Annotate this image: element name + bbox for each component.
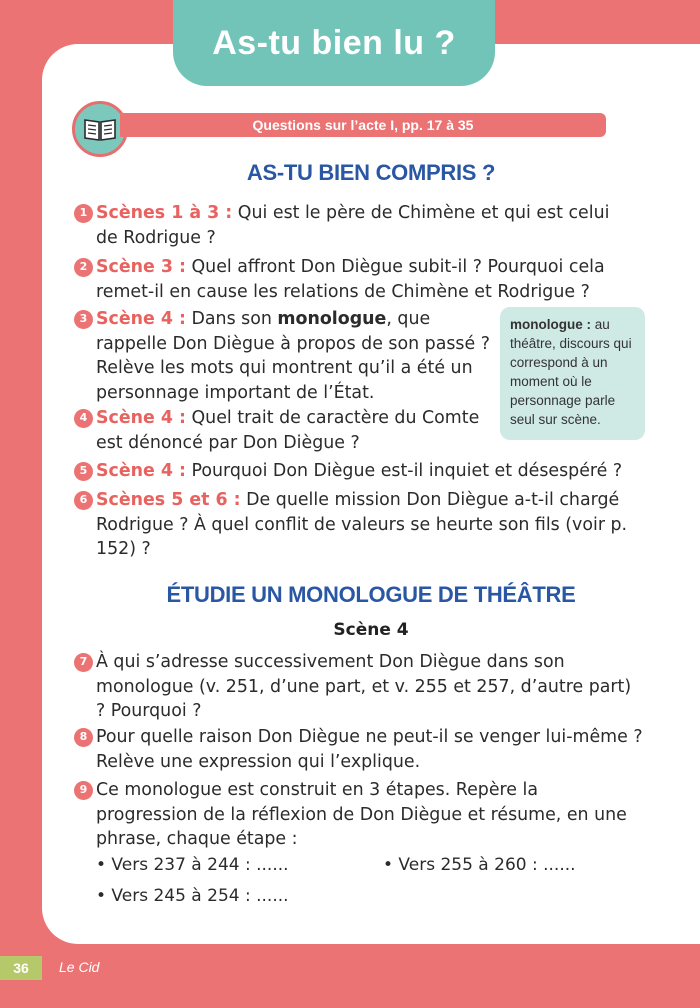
question-text: Ce monologue est construit en 3 étapes. Repère la progression de la réflexion de Don Diègue et résume, en une phrase, chaque étape :: [96, 780, 627, 849]
question-text: , que rappelle Don Diègue à propos de son passé ? Relève les mots qui montrent qu’il a été un personnage important de l’État.: [96, 309, 490, 403]
question-text: À qui s’adresse successivement Don Diègue dans son monologue (v. 251, d’une part, et v. 255 et 257, d’autre part) ? Pourquoi ?: [96, 652, 632, 721]
bullet-item: • Vers 255 à 260 : ......: [383, 855, 576, 875]
question-number: 7: [74, 653, 93, 672]
question-8: [74, 725, 644, 774]
question-text: Pour quelle raison Don Diègue ne peut-il se venger lui-même ? Relève une expression qui l’explique.: [96, 727, 643, 772]
page-number: 36: [0, 956, 42, 980]
question-number: 9: [74, 781, 93, 800]
question-keyword: monologue: [277, 309, 387, 329]
note-definition: au théâtre, discours qui correspond à un moment où le personnage parle seul sur scène.: [510, 317, 632, 427]
question-7: [74, 650, 644, 724]
question-text: Quel affront Don Diègue subit-il ? Pourquoi cela remet-il en cause les relations de Chimène et Rodrigue ?: [96, 257, 605, 302]
question-number: 1: [74, 204, 93, 223]
question-label: Scènes 5 et 6 :: [96, 490, 241, 510]
question-2: [74, 255, 634, 304]
question-1: [74, 201, 634, 250]
section-heading-monologue: ÉTUDIE UN MONOLOGUE DE THÉÂTRE: [166, 582, 576, 607]
question-number: 4: [74, 409, 93, 428]
question-text: De quelle mission Don Diègue a-t-il chargé Rodrigue ? À quel conflit de valeurs se heurte son fils (voir p. 152) ?: [96, 490, 628, 559]
question-text: Pourquoi Don Diègue est-il inquiet et désespéré ?: [185, 461, 623, 481]
definition-note: [500, 307, 645, 440]
section-pill: Questions sur l’acte I, pp. 17 à 35: [120, 113, 606, 137]
question-label: Scène 4 :: [96, 408, 186, 428]
question-label: Scène 4 :: [96, 461, 186, 481]
question-4: [74, 406, 496, 455]
scene-subtitle: Scène 4: [333, 620, 409, 640]
question-number: 2: [74, 258, 93, 277]
question-6: [74, 488, 634, 562]
book-title: Le Cid: [59, 959, 100, 975]
bullet-item: • Vers 237 à 244 : ......: [96, 855, 289, 875]
note-term: monologue :: [510, 317, 591, 332]
section-heading-comprehension: AS-TU BIEN COMPRIS ?: [246, 160, 496, 185]
question-5: [74, 459, 644, 484]
question-number: 8: [74, 728, 93, 747]
question-number: 6: [74, 491, 93, 510]
question-text: Qui est le père de Chimène et qui est celui de Rodrigue ?: [96, 203, 610, 248]
question-text: Quel trait de caractère du Comte est dénoncé par Don Diègue ?: [96, 408, 480, 453]
question-number: 3: [74, 310, 93, 329]
question-label: Scènes 1 à 3 :: [96, 203, 233, 223]
page-title: As-tu bien lu ?: [173, 0, 495, 86]
question-label: Scène 3 :: [96, 257, 186, 277]
question-text: Dans son: [185, 309, 278, 329]
bullet-item: • Vers 245 à 254 : ......: [96, 886, 289, 906]
question-9: [74, 778, 644, 852]
question-label: Scène 4 :: [96, 309, 186, 329]
question-3: [74, 307, 496, 405]
question-number: 5: [74, 462, 93, 481]
